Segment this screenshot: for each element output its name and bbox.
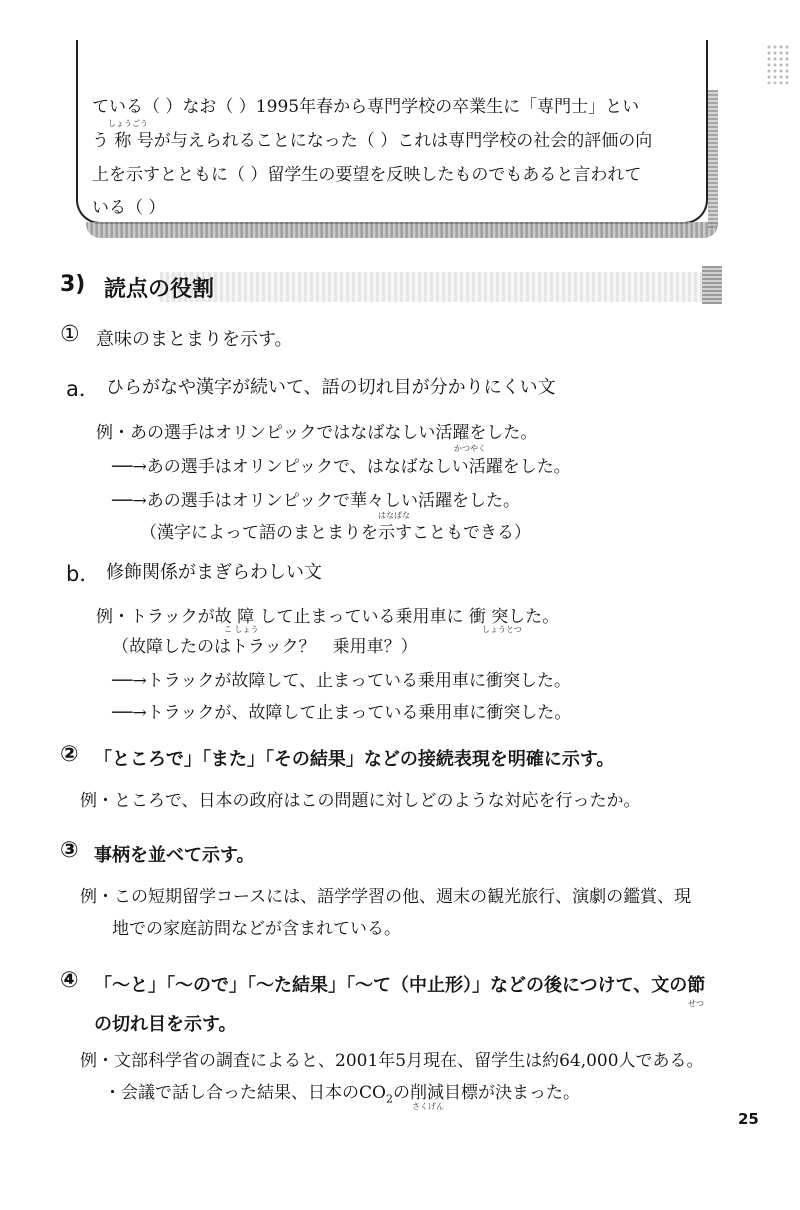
item-1-marker: ① xyxy=(60,322,80,347)
section-title: 読点の役割 xyxy=(104,277,215,302)
item-1b-example-4: ──→トラックが、故障して止まっている乗用車に衝突した。 xyxy=(112,703,572,723)
page-number: 25 xyxy=(738,1110,759,1128)
item-1b-example-3: ──→トラックが故障して、止まっている乗用車に衝突した。 xyxy=(112,671,572,691)
item-1b-marker: b． xyxy=(66,562,101,586)
item-4-example-2 xyxy=(104,1078,580,1105)
item-1b-title: 修飾関係がまぎらわしい文 xyxy=(106,562,322,583)
box-ruby-shougou: しょうごう xyxy=(108,119,148,128)
item-4-example-2-pre: ・会議で話し合った結果、日本のCO xyxy=(104,1083,386,1103)
item-4-example-2-sub: 2 xyxy=(385,1092,393,1106)
box-line-3: 上を示すとともに（ ）留学生の要望を反映したものでもあると言われて xyxy=(92,165,642,185)
item-1a-example-2: ──→あの選手はオリンピックで、はなばなしい活躍をした。 xyxy=(112,457,571,477)
item-1-title: 意味のまとまりを示す。 xyxy=(96,329,293,350)
item-2-marker: ② xyxy=(60,742,79,767)
item-4-marker: ④ xyxy=(60,968,79,993)
item-2-example-1: 例・ところで、日本の政府はこの問題に対しどのような対応を行ったか。 xyxy=(80,791,641,811)
item-1a-ruby-katsuyaku: かつやく xyxy=(454,444,486,453)
item-4-title-line-1: 「～と」「～ので」「～た結果」「～て（中止形）」などの後につけて、文の節 xyxy=(94,975,706,996)
item-3-title: 事柄を並べて示す。 xyxy=(94,845,255,866)
item-1b-example-1: 例・トラックが故 障 して止まっている乗用車に 衝 突した。 xyxy=(96,607,560,627)
item-1b-ruby-shoutotsu: しょうとつ xyxy=(482,625,522,634)
exercise-box-shadow xyxy=(86,222,718,238)
item-4-ruby-sakugen: さくげん xyxy=(412,1102,444,1111)
scan-speck xyxy=(766,44,790,84)
box-line-1: ている（ ）なお（ ）1995年春から専門学校の卒業生に「専門士」とい xyxy=(92,97,640,117)
heading-band-end xyxy=(702,266,722,304)
box-line-4: いる（ ） xyxy=(92,198,166,218)
item-3-example-2: 地での家庭訪問などが含まれている。 xyxy=(112,919,401,939)
item-2-title: 「ところで」「また」「その結果」などの接続表現を明確に示す。 xyxy=(94,749,615,770)
box-line-2: う 称 号が与えられることになった（ ）これは専門学校の社会的評価の向 xyxy=(92,131,653,151)
item-3-marker: ③ xyxy=(60,838,79,863)
exercise-box-shadow-side xyxy=(708,90,718,230)
item-1a-marker: a． xyxy=(66,377,100,401)
item-1b-example-2: （故障したのはトラック？ 乗用車？） xyxy=(112,637,418,657)
item-1b-ruby-koshou: こ しょう xyxy=(224,625,259,634)
heading-band xyxy=(160,272,720,302)
item-1a-example-4: （漢字によって語のまとまりを示すこともできる） xyxy=(140,523,531,543)
item-4-example-1: 例・文部科学省の調査によると、2001年5月現在、留学生は約64,000人である。 xyxy=(80,1051,704,1071)
item-1a-ruby-hanabana: はなばな xyxy=(378,511,410,520)
item-1a-example-3: ──→あの選手はオリンピックで華々しい活躍をした。 xyxy=(112,491,521,511)
item-4-title-line-2: の切れ目を示す。 xyxy=(94,1014,237,1035)
item-4-example-2-post: の削減目標が決まった。 xyxy=(392,1083,580,1103)
item-1a-title: ひらがなや漢字が続いて、語の切れ目が分かりにくい文 xyxy=(106,377,556,398)
section-number: 3) xyxy=(60,272,86,297)
item-4-ruby-setsu: せつ xyxy=(688,999,704,1008)
item-3-example-1: 例・この短期留学コースには、語学学習の他、週末の観光旅行、演劇の鑑賞、現 xyxy=(80,887,692,907)
item-1a-example-1: 例・あの選手はオリンピックではなばなしい活躍をした。 xyxy=(96,423,538,443)
